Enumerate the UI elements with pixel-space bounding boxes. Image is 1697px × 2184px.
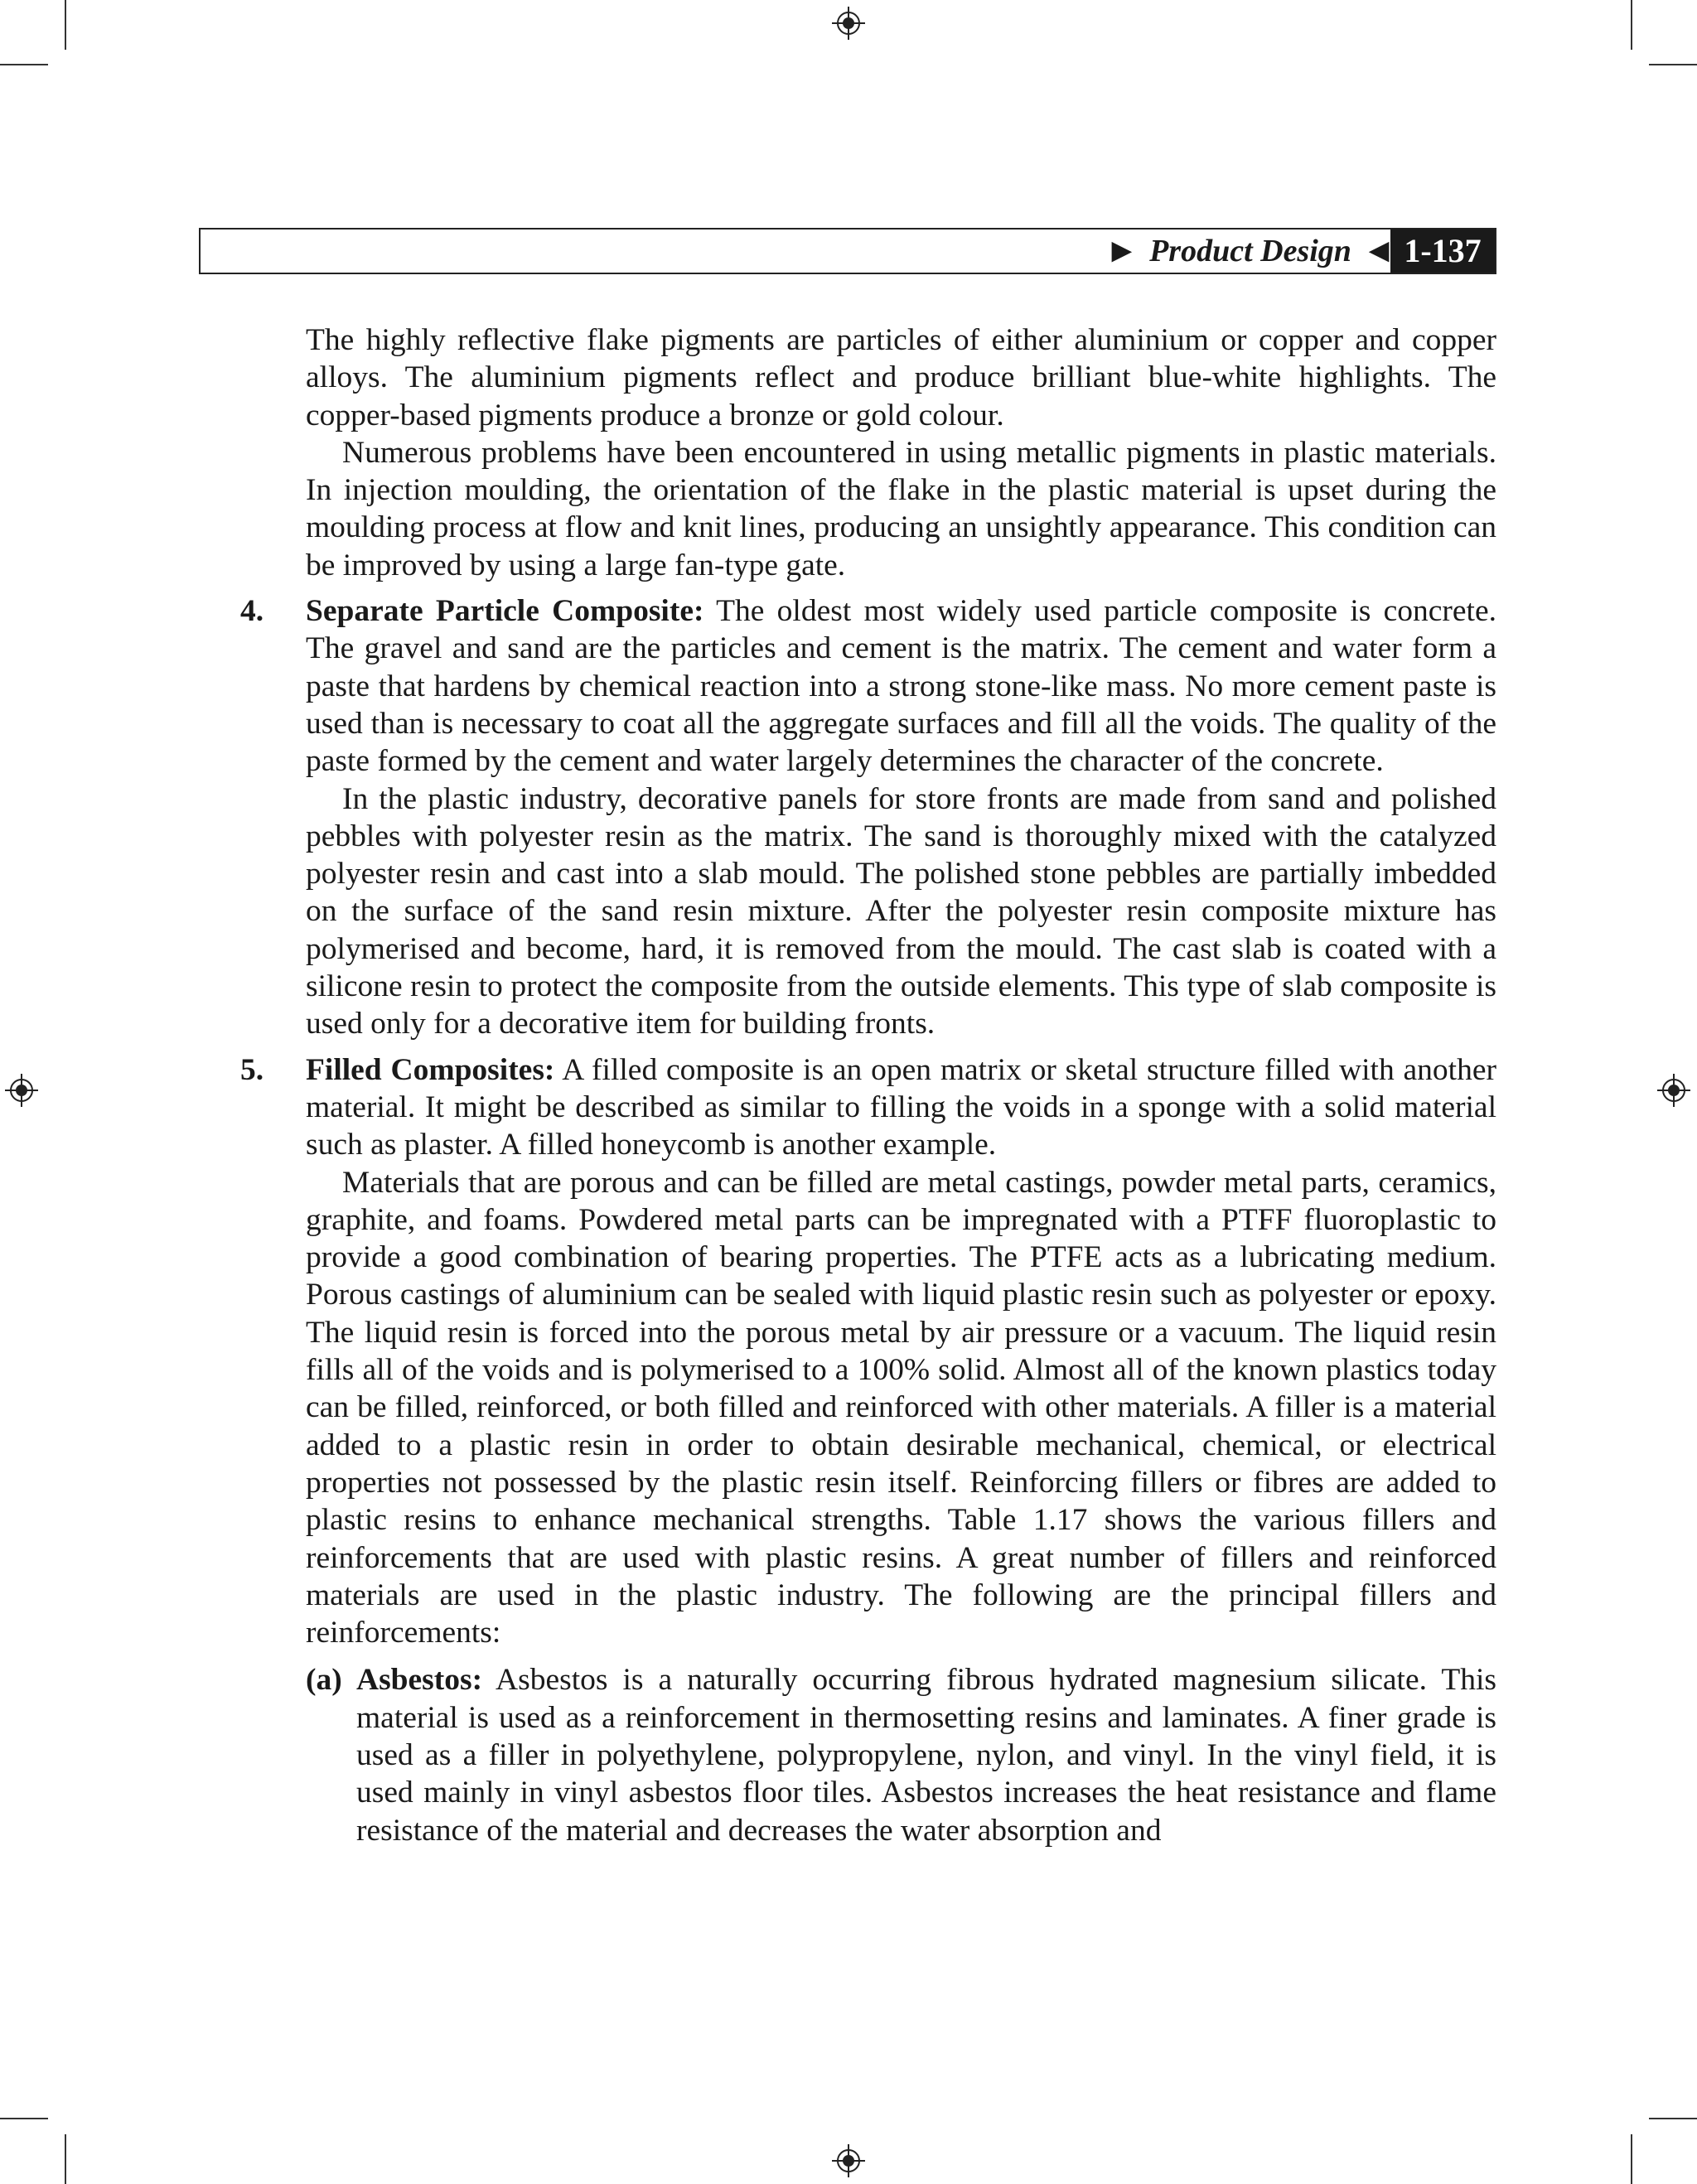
item-text: The oldest most widely used particle composite is concrete. The gravel and sand are the particles and cement is the matrix. The cement and water form a paste that hardens by chemical reaction into a strong stone-like mass. No more cement paste is used than is necessary to coat all the aggregate surfaces and fill all the voids. The quality of the paste formed by the cement and water largely determines the character of the concrete. xyxy=(306,594,1496,779)
crop-mark xyxy=(1631,0,1632,50)
crop-mark xyxy=(0,2118,48,2119)
subitem-paragraph xyxy=(356,1661,1496,1848)
item-title: Filled Composites: xyxy=(306,1052,555,1087)
item-paragraph xyxy=(306,592,1496,780)
header-title-group xyxy=(1112,230,1389,273)
item-paragraph: Materials that are porous and can be filled are metal castings, powder metal parts, ceramics, graphite, and foams. Powdered metal parts can be impregnated with a PTFF fluoroplastic to provide a good combination of bearing properties. The PTFE acts as a lubricating medium. Porous castings of aluminium can be sealed with liquid plastic resin such as polyester or epoxy. The liquid resin is forced into the porous metal by air pressure or a vacuum. The liquid resin fills all of the voids and is polymerised to a 100% solid. Almost all of the known plastics today can be filled, reinforced, or both filled and reinforced with other materials. A filler is a material added to a plastic resin in order to obtain desirable mechanical, chemical, or electrical properties not possessed by the plastic resin itself. Reinforcing fillers or fibres are added to plastic resins to enhance mechanical strengths. Table 1.17 shows the various fillers and reinforcements that are used with plastic resins. A great number of fillers and reinforced materials are used in the plastic industry. The following are the principal fillers and reinforcements: xyxy=(306,1165,1496,1650)
crop-mark xyxy=(1631,2134,1632,2184)
registration-mark-icon xyxy=(1657,1074,1690,1107)
crop-mark xyxy=(1649,64,1697,65)
paragraph: The highly reflective flake pigments are particles of either aluminium or copper and copper alloys. The aluminium pigments reflect and produce brilliant blue-white highlights. The copper-based pigments produce a bronze or gold colour. xyxy=(306,323,1496,432)
right-triangle-icon: ▶ xyxy=(1111,237,1132,264)
item-text: A filled composite is an open matrix or sketal structure filled with another material. It might be described as similar to filling the voids in a sponge with a solid material such as plaster. A filled honeycomb is another example. xyxy=(306,1052,1496,1162)
item-number: 4. xyxy=(240,594,264,629)
running-header xyxy=(199,228,1496,274)
crop-mark xyxy=(0,64,48,65)
item-paragraph xyxy=(306,1051,1496,1164)
list-item xyxy=(240,1051,1496,1652)
registration-mark-icon xyxy=(832,7,865,40)
registration-mark-icon xyxy=(5,1074,38,1107)
paragraph: Numerous problems have been encountered in using metallic pigments in plastic materials. In injection moulding, the orientation of the flake in the plastic material is upset during the moulding process at flow and knit lines, producing an unsightly appearance. This condition can be improved by using a large fan-type gate. xyxy=(306,435,1496,582)
crop-mark xyxy=(65,2134,66,2184)
registration-mark-icon xyxy=(832,2144,865,2177)
subitem-text: Asbestos is a naturally occurring fibrous hydrated magnesium silicate. This material is used as a reinforcement in thermosetting resins and laminates. A finer grade is used as a filler in polyethylene, polypropylene, nylon, and vinyl. In the vinyl field, it is used mainly in vinyl asbestos floor tiles. Asbestos increases the heat resistance and flame resistance of the material and decreases the water absorption and xyxy=(356,1663,1496,1848)
item-number: 5. xyxy=(240,1052,264,1087)
left-triangle-icon: ◀ xyxy=(1369,237,1389,264)
sub-list-item xyxy=(240,1661,1496,1848)
page-body xyxy=(240,321,1496,1849)
header-title: Product Design xyxy=(1149,234,1351,268)
list-item xyxy=(240,592,1496,1043)
subitem-label: (a) xyxy=(306,1663,342,1698)
subitem-title: Asbestos: xyxy=(356,1663,483,1698)
page-number: 1-137 xyxy=(1390,230,1495,273)
item-title: Separate Particle Composite: xyxy=(306,594,704,629)
item-paragraph: In the plastic industry, decorative panels for store fronts are made from sand and polished pebbles with polyester resin as the matrix. The sand is thoroughly mixed with the catalyzed polyester resin and cast into a slab mould. The polished stone pebbles are partially imbedded on the surface of the sand resin mixture. After the polyester resin composite mixture has polymerised and become, hard, it is removed from the mould. The cast slab is coated with a silicone resin to protect the composite from the outside elements. This type of slab composite is used only for a decorative item for building fronts. xyxy=(306,781,1496,1041)
crop-mark xyxy=(65,0,66,50)
crop-mark xyxy=(1649,2118,1697,2119)
